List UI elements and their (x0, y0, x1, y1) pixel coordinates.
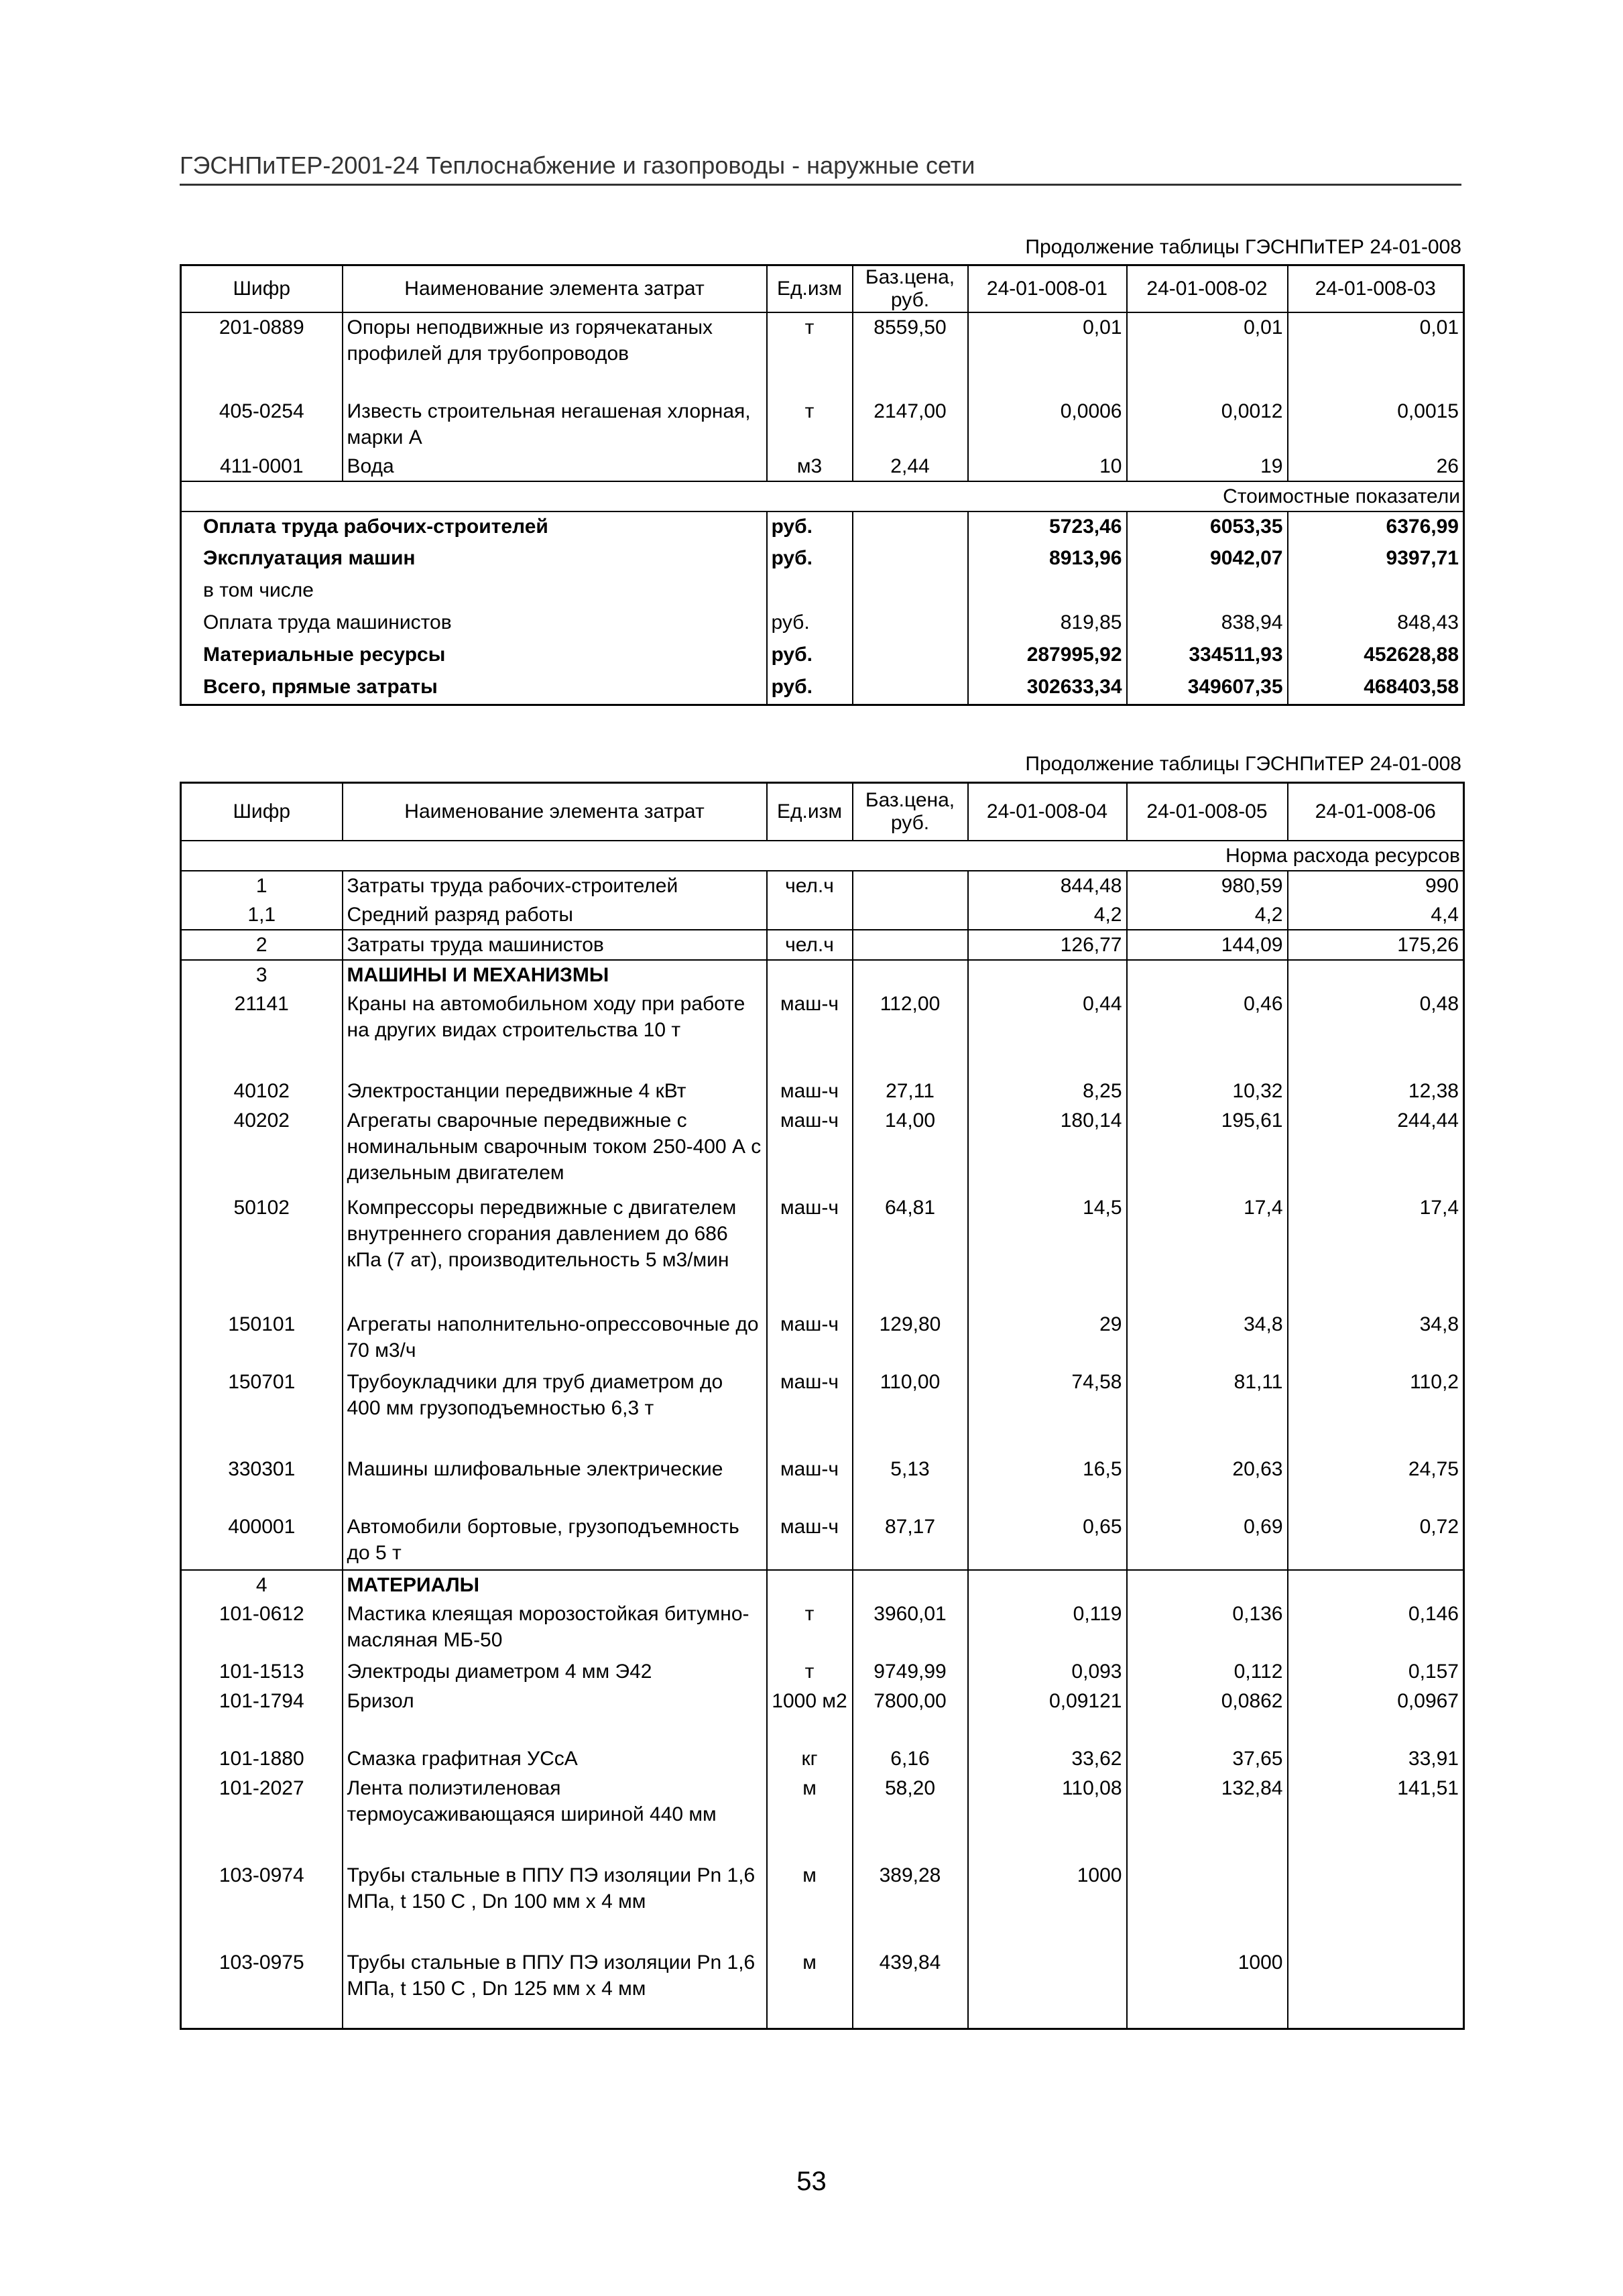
cell-value: 0,093 (968, 1657, 1127, 1687)
cell-name: Мастика клеящая морозостойкая битумно-масляная МБ-50 (343, 1599, 767, 1657)
table-row (181, 1861, 1464, 1948)
col-header-var5: 24-01-008-05 (1127, 783, 1288, 841)
cell-value: 1000 (968, 1861, 1127, 1948)
cell-value: 0,0967 (1288, 1687, 1464, 1744)
cell-code: 150101 (181, 1310, 343, 1368)
cell-value: 302633,34 (968, 672, 1127, 705)
cell-value: 0,48 (1288, 989, 1464, 1077)
cell-name: Агрегаты сварочные передвижные с номинальным сварочным током 250-400 А с дизельным двигателем (343, 1106, 767, 1193)
cell-value: 16,5 (968, 1455, 1127, 1512)
cell-value: 0,01 (1288, 312, 1464, 397)
cell-value: 4,4 (1288, 900, 1464, 930)
cell-unit: чел.ч (767, 930, 853, 960)
cell-value (1127, 1861, 1288, 1948)
cell-unit: м (767, 1948, 853, 2029)
cell-name: Машины шлифовальные электрические (343, 1455, 767, 1512)
cell-value: 19 (1127, 452, 1288, 481)
cell-code: 103-0974 (181, 1861, 343, 1948)
table2-subheader-row (181, 841, 1464, 871)
cell-unit: маш-ч (767, 1193, 853, 1310)
cost-row (181, 672, 1464, 705)
cell-value: 0,157 (1288, 1657, 1464, 1687)
cell-name: Затраты труда машинистов (343, 930, 767, 960)
cell-value: 141,51 (1288, 1774, 1464, 1861)
table-row (181, 1599, 1464, 1657)
table-row (181, 900, 1464, 930)
cell-value: 10,32 (1127, 1077, 1288, 1106)
cell-value: 34,8 (1288, 1310, 1464, 1368)
table-row (181, 1774, 1464, 1861)
cell-name: Электроды диаметром 4 мм Э42 (343, 1657, 767, 1687)
cell-name: МАШИНЫ И МЕХАНИЗМЫ (343, 960, 767, 989)
table-row (181, 871, 1464, 900)
cell-value: 9397,71 (1288, 544, 1464, 576)
cost-label: Оплата труда рабочих-строителей (181, 511, 767, 544)
cell-code: 1,1 (181, 900, 343, 930)
cell-code: 101-2027 (181, 1774, 343, 1861)
col-header-unit: Ед.изм (767, 783, 853, 841)
cell-value: 144,09 (1127, 930, 1288, 960)
col-header-price: Баз.цена, руб. (853, 783, 968, 841)
cell-value: 244,44 (1288, 1106, 1464, 1193)
cost-unit: руб. (767, 608, 853, 640)
col-header-var2: 24-01-008-02 (1127, 265, 1288, 313)
cost-row (181, 511, 1464, 544)
col-header-var6: 24-01-008-06 (1288, 783, 1464, 841)
cell-unit: маш-ч (767, 1455, 853, 1512)
table-row (181, 1687, 1464, 1744)
table-row (181, 1455, 1464, 1512)
table2 (180, 782, 1465, 2030)
table2-header-row (181, 783, 1464, 841)
cell-code: 101-1880 (181, 1744, 343, 1774)
cell-value: 0,0015 (1288, 397, 1464, 452)
cell-name: Лента полиэтиленовая термоусаживающаяся шириной 440 мм (343, 1774, 767, 1861)
cell-value: 468403,58 (1288, 672, 1464, 705)
cell-value: 14,5 (968, 1193, 1127, 1310)
cost-label: Материальные ресурсы (181, 640, 767, 672)
cell-value: 4,2 (1127, 900, 1288, 930)
cell-value: 33,91 (1288, 1744, 1464, 1774)
cell-value: 34,8 (1127, 1310, 1288, 1368)
col-header-code: Шифр (181, 783, 343, 841)
cell-code: 40202 (181, 1106, 343, 1193)
cell-name: Агрегаты наполнительно-опрессовочные до 70 м3/ч (343, 1310, 767, 1368)
cell-value: 838,94 (1127, 608, 1288, 640)
cell-value: 17,4 (1127, 1193, 1288, 1310)
cell-value: 29 (968, 1310, 1127, 1368)
cost-unit: руб. (767, 544, 853, 576)
cell-unit: м3 (767, 452, 853, 481)
cell-code: 50102 (181, 1193, 343, 1310)
cell-value (1288, 1948, 1464, 2029)
cell-unit: маш-ч (767, 1368, 853, 1455)
cell-value (1127, 1570, 1288, 1599)
cell-value: 175,26 (1288, 930, 1464, 960)
cell-value: 0,72 (1288, 1512, 1464, 1570)
cell-unit: м (767, 1774, 853, 1861)
cell-value: 334511,93 (1127, 640, 1288, 672)
cell-value: 844,48 (968, 871, 1127, 900)
cell-value: 980,59 (1127, 871, 1288, 900)
col-header-var1: 24-01-008-01 (968, 265, 1127, 313)
cell-value: 126,77 (968, 930, 1127, 960)
cell-price: 2,44 (853, 452, 968, 481)
cell-price: 87,17 (853, 1512, 968, 1570)
cell-price: 9749,99 (853, 1657, 968, 1687)
col-header-var4: 24-01-008-04 (968, 783, 1127, 841)
table-row (181, 1657, 1464, 1687)
table-row (181, 1744, 1464, 1774)
cell-unit: маш-ч (767, 989, 853, 1077)
cell-price: 389,28 (853, 1861, 968, 1948)
cell-code: 40102 (181, 1077, 343, 1106)
cell-value (1288, 1861, 1464, 1948)
col-header-var3: 24-01-008-03 (1288, 265, 1464, 313)
cell-unit: т (767, 1657, 853, 1687)
cell-value: 0,46 (1127, 989, 1288, 1077)
cell-price: 64,81 (853, 1193, 968, 1310)
table-row (181, 1512, 1464, 1570)
cell-value: 0,69 (1127, 1512, 1288, 1570)
table1-subheader-row (181, 481, 1464, 511)
cell-value: 0,44 (968, 989, 1127, 1077)
cost-unit: руб. (767, 672, 853, 705)
table-row (181, 989, 1464, 1077)
cell-value: 0,65 (968, 1512, 1127, 1570)
cost-label: в том числе (181, 576, 767, 608)
cell-unit: маш-ч (767, 1310, 853, 1368)
cell-value: 12,38 (1288, 1077, 1464, 1106)
cell-unit: маш-ч (767, 1512, 853, 1570)
cell-code: 101-0612 (181, 1599, 343, 1657)
cost-row (181, 640, 1464, 672)
cell-code: 150701 (181, 1368, 343, 1455)
cell-price (853, 930, 968, 960)
cell-value: 26 (1288, 452, 1464, 481)
table1-caption: Продолжение таблицы ГЭСНПиТЕР 24-01-008 (1025, 236, 1461, 258)
cell-value: 37,65 (1127, 1744, 1288, 1774)
cell-value: 110,2 (1288, 1368, 1464, 1455)
col-header-name: Наименование элемента затрат (343, 265, 767, 313)
cell-code: 101-1513 (181, 1657, 343, 1687)
cell-price: 6,16 (853, 1744, 968, 1774)
cell-value: 81,11 (1127, 1368, 1288, 1455)
cell-value: 287995,92 (968, 640, 1127, 672)
subheader-cost-indicators: Стоимостные показатели (181, 481, 1464, 511)
cell-value: 74,58 (968, 1368, 1127, 1455)
cost-price (853, 544, 968, 576)
table-row (181, 452, 1464, 481)
cost-unit: руб. (767, 640, 853, 672)
table-row (181, 1310, 1464, 1368)
cell-price: 5,13 (853, 1455, 968, 1512)
table-row (181, 1193, 1464, 1310)
cell-price: 439,84 (853, 1948, 968, 2029)
cell-code: 101-1794 (181, 1687, 343, 1744)
cell-value (1288, 576, 1464, 608)
table-row (181, 930, 1464, 960)
cell-code: 400001 (181, 1512, 343, 1570)
cell-value: 8,25 (968, 1077, 1127, 1106)
cell-value: 990 (1288, 871, 1464, 900)
cell-value: 0,01 (968, 312, 1127, 397)
cell-code: 103-0975 (181, 1948, 343, 2029)
cell-price: 7800,00 (853, 1687, 968, 1744)
cell-value (1127, 576, 1288, 608)
cell-name: Известь строительная негашеная хлорная, марки А (343, 397, 767, 452)
cell-value: 33,62 (968, 1744, 1127, 1774)
cell-name: Электростанции передвижные 4 кВт (343, 1077, 767, 1106)
cell-value: 0,09121 (968, 1687, 1127, 1744)
table1 (180, 264, 1465, 706)
col-header-code: Шифр (181, 265, 343, 313)
cell-unit: маш-ч (767, 1077, 853, 1106)
cell-unit: т (767, 312, 853, 397)
cell-code: 201-0889 (181, 312, 343, 397)
col-header-unit: Ед.изм (767, 265, 853, 313)
cell-price (853, 960, 968, 989)
cell-code: 1 (181, 871, 343, 900)
cell-value (1288, 1570, 1464, 1599)
cell-value: 349607,35 (1127, 672, 1288, 705)
cell-code: 330301 (181, 1455, 343, 1512)
cell-price (853, 900, 968, 930)
cell-unit: м (767, 1861, 853, 1948)
cell-name: Трубоукладчики для труб диаметром до 400 мм грузоподъемностью 6,3 т (343, 1368, 767, 1455)
cell-price (853, 1570, 968, 1599)
cell-name: Средний разряд работы (343, 900, 767, 930)
cell-value: 452628,88 (1288, 640, 1464, 672)
table-row (181, 1570, 1464, 1599)
cell-code: 3 (181, 960, 343, 989)
cost-row (181, 608, 1464, 640)
cell-value: 9042,07 (1127, 544, 1288, 576)
cell-code: 4 (181, 1570, 343, 1599)
subheader-resource-norms: Норма расхода ресурсов (181, 841, 1464, 871)
cell-value: 6053,35 (1127, 511, 1288, 544)
cost-price (853, 576, 968, 608)
cell-name: Трубы стальные в ППУ ПЭ изоляции Pn 1,6 МПа, t 150 С , Dn 125 мм x 4 мм (343, 1948, 767, 2029)
cell-value: 0,01 (1127, 312, 1288, 397)
cell-value: 0,136 (1127, 1599, 1288, 1657)
cell-value: 6376,99 (1288, 511, 1464, 544)
cell-price: 2147,00 (853, 397, 968, 452)
cell-name: Автомобили бортовые, грузоподъемность до 5 т (343, 1512, 767, 1570)
cell-unit (767, 900, 853, 930)
cell-price (853, 871, 968, 900)
cell-price: 14,00 (853, 1106, 968, 1193)
cell-value: 10 (968, 452, 1127, 481)
cell-value (1288, 960, 1464, 989)
cell-price: 110,00 (853, 1368, 968, 1455)
cost-price (853, 608, 968, 640)
cell-unit: кг (767, 1744, 853, 1774)
cell-value: 848,43 (1288, 608, 1464, 640)
cost-label: Всего, прямые затраты (181, 672, 767, 705)
col-header-name: Наименование элемента затрат (343, 783, 767, 841)
cell-unit: маш-ч (767, 1106, 853, 1193)
cell-price: 27,11 (853, 1077, 968, 1106)
cost-price (853, 672, 968, 705)
cell-value: 0,112 (1127, 1657, 1288, 1687)
cell-value: 132,84 (1127, 1774, 1288, 1861)
table1-header-row (181, 265, 1464, 313)
cell-name: Опоры неподвижные из горячекатаных профилей для трубопроводов (343, 312, 767, 397)
cell-name: Бризол (343, 1687, 767, 1744)
cell-code: 405-0254 (181, 397, 343, 452)
cell-value: 8913,96 (968, 544, 1127, 576)
cell-value: 819,85 (968, 608, 1127, 640)
cost-price (853, 511, 968, 544)
table-row (181, 960, 1464, 989)
cell-name: Смазка графитная УСсА (343, 1744, 767, 1774)
cost-label: Эксплуатация машин (181, 544, 767, 576)
col-header-price: Баз.цена, руб. (853, 265, 968, 313)
cell-value: 24,75 (1288, 1455, 1464, 1512)
cell-code: 21141 (181, 989, 343, 1077)
cell-value: 4,2 (968, 900, 1127, 930)
cell-value: 0,119 (968, 1599, 1127, 1657)
cell-price: 129,80 (853, 1310, 968, 1368)
cell-unit (767, 1570, 853, 1599)
cell-price: 8559,50 (853, 312, 968, 397)
cell-value (968, 576, 1127, 608)
cell-name: Трубы стальные в ППУ ПЭ изоляции Pn 1,6 МПа, t 150 С , Dn 100 мм x 4 мм (343, 1861, 767, 1948)
table2-caption: Продолжение таблицы ГЭСНПиТЕР 24-01-008 (1025, 753, 1461, 775)
cell-value: 0,0862 (1127, 1687, 1288, 1744)
cost-unit (767, 576, 853, 608)
cell-value: 0,0012 (1127, 397, 1288, 452)
cell-code: 2 (181, 930, 343, 960)
cell-name: Компрессоры передвижные с двигателем внутреннего сгорания давлением до 686 кПа (7 ат), производительность 5 м3/мин (343, 1193, 767, 1310)
cell-price: 3960,01 (853, 1599, 968, 1657)
cell-value: 180,14 (968, 1106, 1127, 1193)
cell-name: Вода (343, 452, 767, 481)
cell-value: 17,4 (1288, 1193, 1464, 1310)
cell-unit: чел.ч (767, 871, 853, 900)
cell-price: 58,20 (853, 1774, 968, 1861)
table-row (181, 312, 1464, 397)
cell-price: 112,00 (853, 989, 968, 1077)
page-number: 53 (796, 2167, 827, 2196)
table-row (181, 1077, 1464, 1106)
cell-unit: 1000 м2 (767, 1687, 853, 1744)
cell-value (1127, 960, 1288, 989)
cell-value: 1000 (1127, 1948, 1288, 2029)
table-row (181, 1368, 1464, 1455)
table-row (181, 1948, 1464, 2029)
cell-unit (767, 960, 853, 989)
cell-unit: т (767, 397, 853, 452)
cell-value (968, 1570, 1127, 1599)
cell-name: МАТЕРИАЛЫ (343, 1570, 767, 1599)
table-row (181, 1106, 1464, 1193)
cost-unit: руб. (767, 511, 853, 544)
cell-name: Затраты труда рабочих-строителей (343, 871, 767, 900)
cell-name: Краны на автомобильном ходу при работе на других видах строительства 10 т (343, 989, 767, 1077)
cost-row (181, 544, 1464, 576)
cell-code: 411-0001 (181, 452, 343, 481)
cell-value (968, 1948, 1127, 2029)
running-header: ГЭСНПиТЕР-2001-24 Теплоснабжение и газопроводы - наружные сети (180, 152, 1461, 186)
cell-value: 5723,46 (968, 511, 1127, 544)
cell-unit: т (767, 1599, 853, 1657)
cell-value: 110,08 (968, 1774, 1127, 1861)
table-row (181, 397, 1464, 452)
cell-value: 0,0006 (968, 397, 1127, 452)
cell-value: 20,63 (1127, 1455, 1288, 1512)
cell-value (968, 960, 1127, 989)
cost-price (853, 640, 968, 672)
cell-value: 195,61 (1127, 1106, 1288, 1193)
cell-value: 0,146 (1288, 1599, 1464, 1657)
cost-row (181, 576, 1464, 608)
cost-label: Оплата труда машинистов (181, 608, 767, 640)
